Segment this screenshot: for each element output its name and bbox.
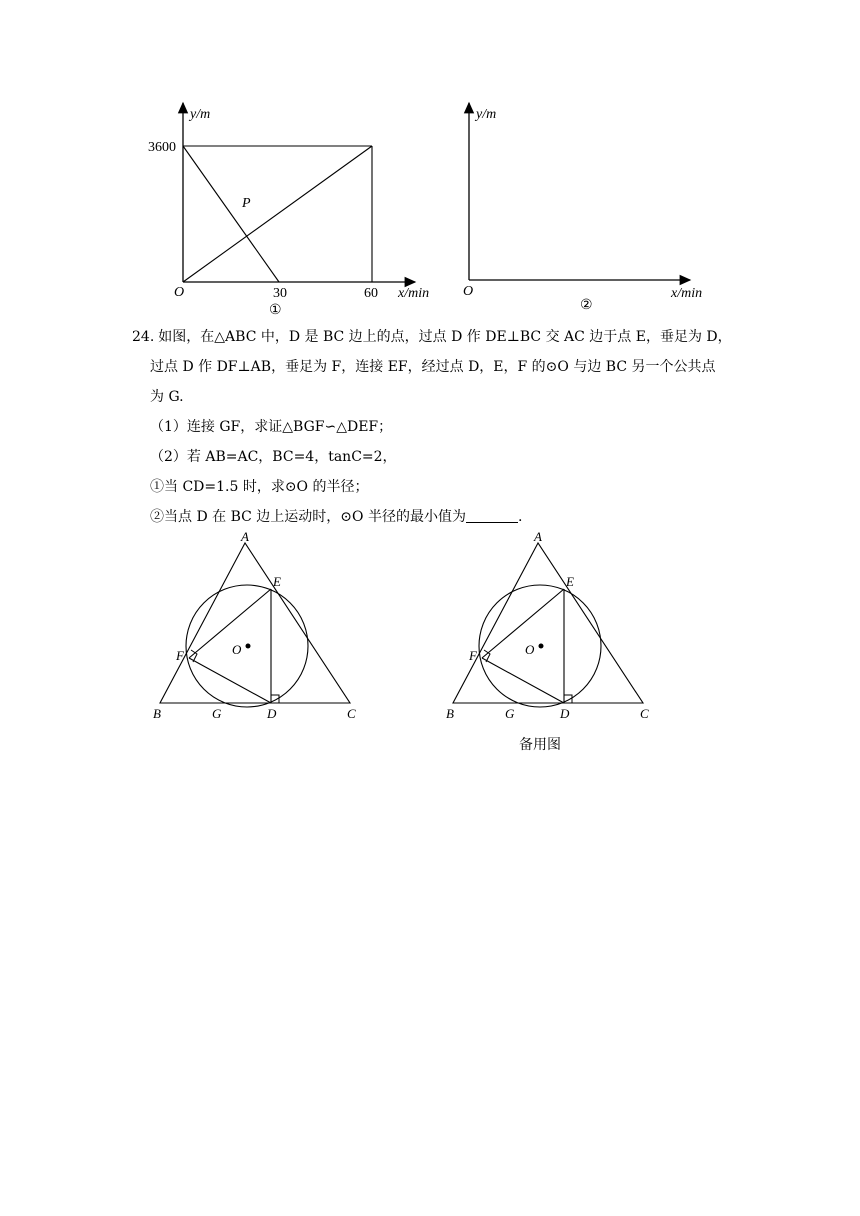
segment-ef xyxy=(189,589,271,658)
problem-stem-1: 如图，在△ABC 中，D 是 BC 边上的点，过点 D 作 DE⊥BC 交 AC 边于点 E，垂足为 D， xyxy=(158,329,732,345)
x-axis-label: x/min xyxy=(671,286,703,301)
y-tick-label: 3600 xyxy=(148,140,176,155)
problem-stem-line-3: 为 G. xyxy=(150,389,184,405)
label-e: E xyxy=(273,574,281,589)
part-2-2-text: ②当点 D 在 BC 边上运动时，⊙O 半径的最小值为 xyxy=(150,509,466,525)
label-g: G xyxy=(212,706,222,721)
figure-number-1: ① xyxy=(269,303,282,318)
part-2-2-end: . xyxy=(517,509,523,525)
ascending-line xyxy=(183,146,372,282)
label-e: E xyxy=(566,574,574,589)
triangle-abc xyxy=(453,543,643,703)
backup-figure-caption: 备用图 xyxy=(519,737,561,753)
descending-line xyxy=(183,146,279,282)
segment-df xyxy=(189,658,271,703)
answer-blank xyxy=(466,508,518,523)
label-b: B xyxy=(153,706,161,721)
triangle-abc xyxy=(160,543,350,703)
geometry-figure xyxy=(145,528,375,728)
label-d: D xyxy=(560,706,570,721)
label-g: G xyxy=(505,706,515,721)
part-1: （1）连接 GF，求证△BGF∽△DEF； xyxy=(150,419,393,435)
center-dot xyxy=(246,644,251,649)
origin-label: O xyxy=(174,285,185,300)
backup-figure xyxy=(438,528,668,728)
origin-label: O xyxy=(463,284,474,299)
segment-ef xyxy=(482,589,564,658)
label-f: F xyxy=(469,648,477,663)
y-axis-label: y/m xyxy=(476,107,497,122)
label-a: A xyxy=(534,529,542,544)
y-axis-label: y/m xyxy=(190,107,211,122)
part-2: （2）若 AB=AC，BC=4，tanC=2， xyxy=(150,449,397,465)
graph-2 xyxy=(455,98,725,318)
label-b: B xyxy=(446,706,454,721)
problem-stem-line-2: 过点 D 作 DF⊥AB，垂足为 F，连接 EF，经过点 D，E，F 的⊙O 与边 BC 另一个公共点 xyxy=(150,359,716,375)
problem-stem-line-1 xyxy=(132,322,742,352)
label-c: C xyxy=(347,706,356,721)
problem-number: 24. xyxy=(132,329,155,345)
graph-1 xyxy=(140,98,440,318)
problem-24 xyxy=(132,322,742,532)
point-label: P xyxy=(242,196,251,211)
x-axis-label: x/min xyxy=(398,286,430,301)
segment-df xyxy=(482,658,564,703)
x-tick-label-30: 30 xyxy=(273,286,287,301)
label-a: A xyxy=(241,529,249,544)
label-o: O xyxy=(525,642,535,657)
label-c: C xyxy=(640,706,649,721)
label-o: O xyxy=(232,642,242,657)
x-tick-label-60: 60 xyxy=(364,286,378,301)
part-2-1: ①当 CD=1.5 时，求⊙O 的半径； xyxy=(150,479,369,495)
label-f: F xyxy=(176,648,184,663)
label-d: D xyxy=(267,706,277,721)
figure-number-2: ② xyxy=(580,298,593,313)
center-dot xyxy=(539,644,544,649)
